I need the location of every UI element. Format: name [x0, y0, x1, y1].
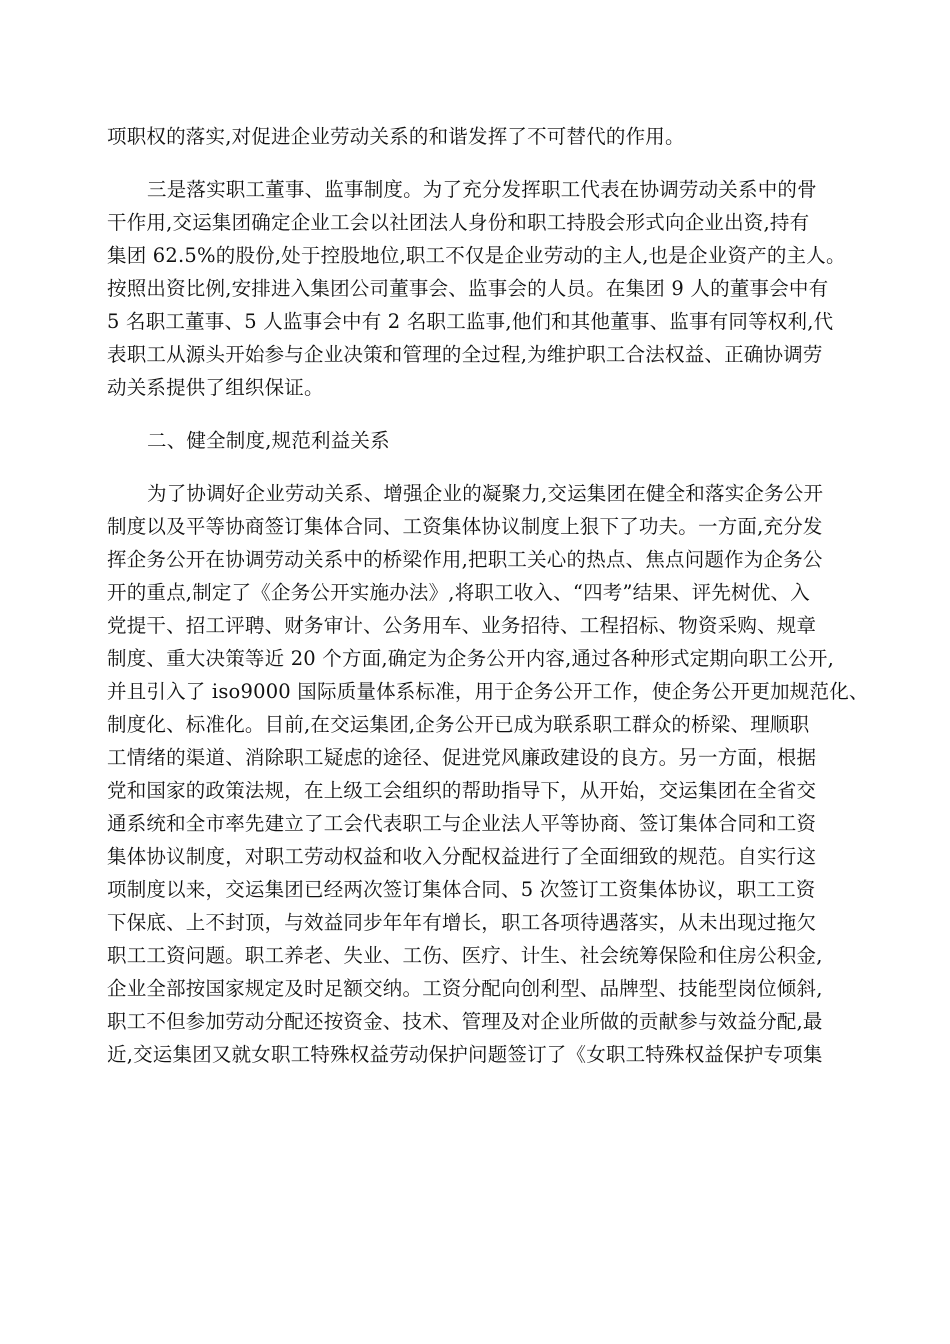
text-line: 近,交运集团又就女职工特殊权益劳动保护问题签订了《女职工特殊权益保护专项集	[107, 1043, 823, 1066]
text-line: 职工不但参加劳动分配还按资金、技术、管理及对企业所做的贡献参与效益分配,最	[107, 1010, 823, 1033]
text-line: 工情绪的渠道、消除职工疑虑的途径、促进党风廉政建设的良方。另一方面，根据	[107, 746, 817, 769]
text-line: 通系统和全市率先建立了工会代表职工与企业法人平等协商、签订集体合同和工资	[107, 812, 817, 835]
text-line: 挥企务公开在协调劳动关系中的桥梁作用,把职工关心的热点、焦点问题作为企务公	[107, 548, 823, 571]
text-line: 制度、重大决策等近 20 个方面,确定为企务公开内容,通过各种形式定期向职工公开,	[107, 647, 835, 670]
heading-line: 二、健全制度,规范利益关系	[147, 429, 390, 452]
text-line: 5 名职工董事、5 人监事会中有 2 名职工监事,他们和其他董事、监事有同等权利,代	[107, 310, 834, 333]
text-line: 动关系提供了组织保证。	[107, 376, 324, 399]
section-heading	[107, 424, 852, 457]
text-line: 党提干、招工评聘、财务审计、公务用车、业务招待、工程招标、物资采购、规章	[107, 614, 817, 637]
text-line: 企业全部按国家规定及时足额交纳。工资分配向创利型、品牌型、技能型岗位倾斜,	[107, 977, 823, 1000]
text-line: 项制度以来，交运集团已经两次签订集体合同、5 次签订工资集体协议，职工工资	[107, 878, 816, 901]
text-line: 为了协调好企业劳动关系、增强企业的凝聚力,交运集团在健全和落实企务公开	[147, 482, 824, 505]
text-line: 项职权的落实,对促进企业劳动关系的和谐发挥了不可替代的作用。	[107, 125, 685, 148]
paragraph-2	[107, 173, 852, 404]
text-line: 并且引入了 iso9000 国际质量体系标准，用于企务公开工作，使企务公开更加规范化、	[107, 680, 869, 703]
text-line: 下保底、上不封顶，与效益同步年年有增长，职工各项待遇落实，从未出现过拖欠	[107, 911, 817, 934]
text-line: 制度以及平等协商签订集体合同、工资集体协议制度上狠下了功夫。一方面,充分发	[107, 515, 823, 538]
document-body	[107, 120, 869, 1071]
text-line: 集团 62.5%的股份,处于控股地位,职工不仅是企业劳动的主人,也是企业资产的主人。	[107, 244, 846, 267]
text-line: 集体协议制度，对职工劳动权益和收入分配权益进行了全面细致的规范。自实行这	[107, 845, 817, 868]
paragraph-1	[107, 120, 852, 153]
paragraph-3	[107, 477, 869, 1071]
text-line: 制度化、标准化。目前,在交运集团,企务公开已成为联系职工群众的桥梁、理顺职	[107, 713, 810, 736]
text-line: 党和国家的政策法规，在上级工会组织的帮助指导下，从开始，交运集团在全省交	[107, 779, 817, 802]
text-line: 三是落实职工董事、监事制度。为了充分发挥职工代表在协调劳动关系中的骨	[147, 178, 817, 201]
text-line: 按照出资比例,安排进入集团公司董事会、监事会的人员。在集团 9 人的董事会中有	[107, 277, 829, 300]
text-line: 干作用,交运集团确定企业工会以社团法人身份和职工持股会形式向企业出资,持有	[107, 211, 810, 234]
text-line: 职工工资问题。职工养老、失业、工伤、医疗、计生、社会统筹保险和住房公积金,	[107, 944, 823, 967]
text-line: 开的重点,制定了《企务公开实施办法》,将职工收入、“四考”结果、评先树优、入	[107, 581, 810, 604]
text-line: 表职工从源头开始参与企业决策和管理的全过程,为维护职工合法权益、正确协调劳	[107, 343, 823, 366]
